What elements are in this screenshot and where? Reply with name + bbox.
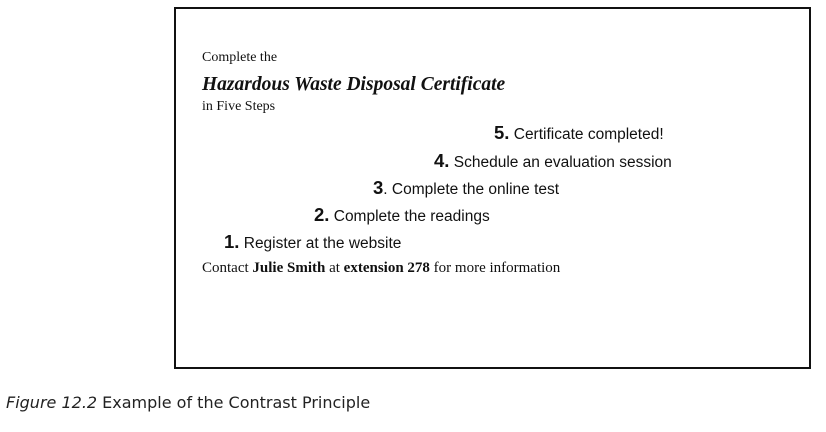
contact-prefix: Contact [202, 260, 253, 276]
step-2 [314, 205, 490, 227]
step-5-number: 5. [494, 122, 510, 143]
figure-caption [6, 393, 370, 413]
step-1-number: 1. [224, 231, 240, 252]
caption-label: Figure 12.2 [6, 393, 98, 412]
contact-extension: extension 278 [343, 260, 430, 276]
intro-line-five-steps: in Five Steps [202, 99, 276, 114]
step-4-text: Schedule an evaluation session [449, 154, 672, 171]
certificate-title: Hazardous Waste Disposal Certificate [202, 74, 506, 95]
step-2-number: 2. [314, 204, 330, 225]
step-5-text: Certificate completed! [509, 126, 664, 143]
step-1 [224, 232, 401, 254]
step-4 [434, 151, 672, 173]
step-4-number: 4. [434, 150, 450, 171]
step-3-text: . Complete the online test [383, 181, 560, 198]
contact-name: Julie Smith [252, 260, 326, 276]
contact-line [202, 259, 560, 277]
step-2-text: Complete the readings [329, 208, 490, 225]
step-1-text: Register at the website [239, 235, 402, 252]
step-5 [494, 123, 664, 145]
contact-suffix: for more information [429, 260, 561, 276]
intro-line-complete-the: Complete the [202, 50, 278, 65]
step-3-number: 3 [373, 177, 384, 198]
caption-text: Example of the Contrast Principle [97, 393, 371, 412]
figure-box [174, 7, 811, 369]
contact-middle: at [325, 260, 344, 276]
step-3 [373, 178, 559, 200]
